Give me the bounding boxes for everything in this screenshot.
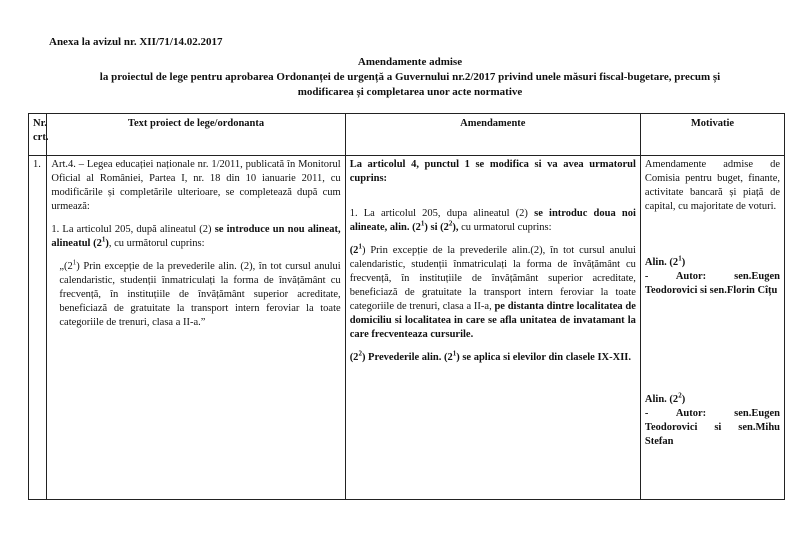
law-text-cell	[47, 156, 345, 500]
column-header-motivation: Motivatie	[640, 114, 784, 156]
motivation-author: - Autor: sen.Eugen Teodorovici si sen.Mihu Stefan	[644, 408, 780, 447]
amendment-paragraph: La articolul 4, punctul 1 se modifica si va avea urmatorul cuprins:	[349, 159, 636, 184]
motivation-alin-title: Alin. $(2^1)$	[644, 254, 686, 268]
title-line-3: modificarea și completarea unor acte normative	[297, 86, 523, 98]
motivation-alin-title: Alin. $(2^2)$	[644, 391, 686, 405]
annex-reference: Anexa la avizul nr. XII/71/14.02.2017	[49, 36, 223, 48]
motivation-cell	[640, 156, 784, 500]
row-number: 1.	[29, 156, 47, 500]
amendment-paragraph: $(2^2)$ Prevederile alin. $(2^1)$ se aplica si elevilor din clasele IX-XII.	[349, 349, 632, 363]
amendment-paragraph: $(2^1)$ Prin excepție de la prevederile alin.(2), în tot cursul anului calendaristic, studenții înmatriculați la forma de învățământ cu frecvență, în instituțiile de învățământ superior acreditate, beneficiază de gratuitate la transport intern feroviar la toate categoriile de trenuri, clasa a II-a, pe distanta dintre localitatea de domiciliu si localitatea in care se afla unitatea de invatamant la care frecventeaza cursurile.	[349, 242, 636, 340]
motivation-paragraph: Amendamente admise de Comisia pentru buget, finante, activitate bancară și piață de capital, cu majoritate de voturi.	[644, 159, 780, 212]
law-text-paragraph: Art.4. – Legea educației naționale nr. 1/2011, publicată în Monitorul Oficial al României, Partea I, nr. 18 din 10 ianuarie 2011, cu modificările și completările ulterioare, se completează după cum urmează:	[51, 159, 341, 212]
title-line-2: la proiectul de lege pentru aprobarea Ordonanței de urgență a Guvernului nr.2/2017 privind unele măsuri fiscal-bugetare, precum și	[99, 71, 721, 83]
column-header-nr: Nr. crt.	[29, 114, 47, 156]
table-row	[29, 156, 785, 500]
law-text-paragraph: 1. La articolul 205, după alineatul (2) se introduce un nou alineat, alineatul $(2^1)$, cu următorul cuprins:	[51, 224, 341, 249]
column-header-amendments: Amendamente	[345, 114, 640, 156]
amendment-paragraph: 1. La articolul 205, dupa alineatul (2) se introduc doua noi alineate, alin. $(2^1)$ si $(2^2)$, cu urmatorul cuprins:	[349, 208, 636, 233]
column-header-text: Text proiect de lege/ordonanta	[47, 114, 345, 156]
amendment-cell	[345, 156, 640, 500]
title-line-1: Amendamente admise	[357, 56, 463, 68]
motivation-author: - Autor: sen.Eugen Teodorovici si sen.Florin Cîțu	[644, 271, 780, 296]
table-header-row	[29, 114, 785, 156]
document-title	[50, 55, 770, 100]
amendments-table	[28, 113, 785, 500]
law-text-paragraph: $„(2^1)$ Prin excepție de la prevederile alin. (2), în tot cursul anului calendaristic, studenții înmatriculați la forma de învățământ cu frecvență, în instituțiile de învățământ superior acreditate, beneficiază de gratuitate la transport intern feroviar la toate categoriile de trenuri, clasa a II-a.”	[59, 258, 341, 328]
